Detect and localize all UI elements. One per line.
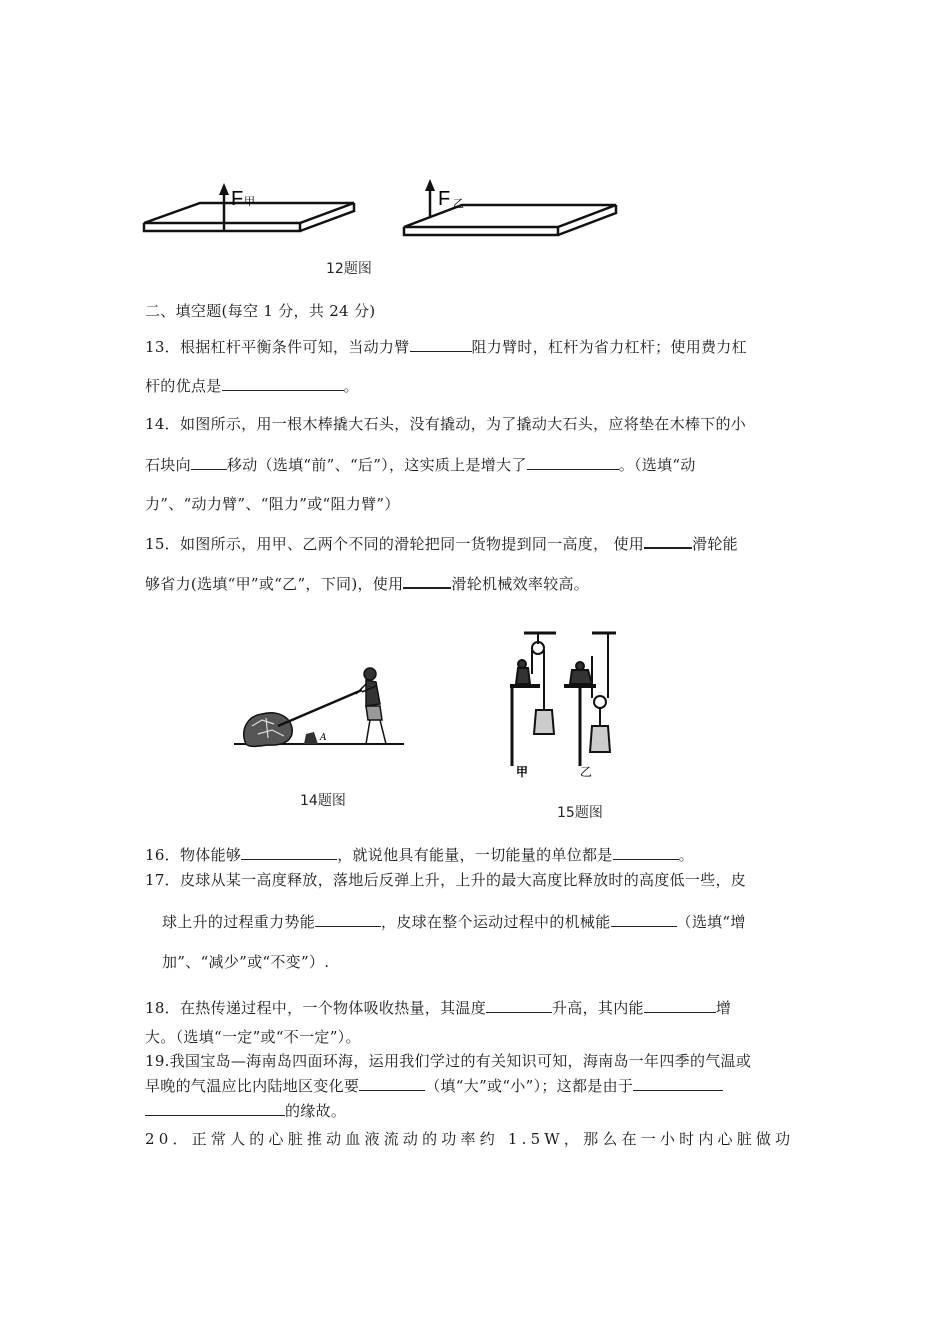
answer-blank[interactable]: [611, 911, 677, 927]
answer-blank[interactable]: [613, 844, 679, 860]
answer-blank[interactable]: [315, 911, 381, 927]
question-20-line-1: 20．正常人的心脏推动血液流动的功率约 1.5W，那么在一小时内心脏做功: [145, 1130, 795, 1148]
answer-blank[interactable]: [644, 997, 716, 1013]
question-19-line-3: 的缘故。: [145, 1100, 346, 1121]
point-a-label: A: [320, 733, 327, 743]
answer-blank[interactable]: [359, 1075, 425, 1091]
answer-blank[interactable]: [486, 997, 552, 1013]
pulley-left-label: 甲: [516, 765, 529, 779]
question-17-line-2: 球上升的过程重力势能 ，皮球在整个运动过程中的机械能 （选填“增: [162, 913, 746, 931]
answer-blank[interactable]: [403, 572, 451, 589]
answer-blank[interactable]: [145, 1100, 285, 1116]
question-18-line-2: 大。（选填“一定”或“不一定”）。: [145, 1028, 361, 1046]
question-13-line-1: 13．根据杠杆平衡条件可知，当动力臂 阻力臂时，杠杆为省力杠杆；使用费力杠: [145, 338, 747, 356]
figure-12: [140, 175, 630, 245]
question-16: 16．物体能够 ，就说他具有能量，一切能量的单位都是 。: [145, 846, 694, 864]
figure-15-caption: 15题图: [557, 805, 603, 821]
figure-12-caption: 12题图: [326, 261, 372, 277]
answer-blank[interactable]: [633, 1075, 723, 1091]
force-label-right-sub: 乙: [453, 197, 464, 210]
question-14-line-1: 14．如图所示，用一根木棒撬大石头，没有撬动，为了撬动大石头，应将垫在木棒下的小: [145, 415, 747, 433]
question-19-line-2: 早晚的气温应比内陆地区变化要 （填“大”或“小”）；这都是由于: [145, 1075, 723, 1096]
figure-14-caption: 14题图: [300, 793, 346, 809]
person-figure: [356, 668, 386, 744]
answer-blank[interactable]: [191, 454, 227, 470]
question-13-line-2: 杆的优点是 。: [145, 377, 359, 395]
question-19-line-1: 19.我国宝岛—海南岛四面环海，运用我们学过的有关知识可知，海南岛一年四季的气温或: [145, 1052, 752, 1070]
figure-14: [232, 660, 407, 750]
force-label-right: F: [438, 188, 451, 210]
question-15-line-1: 15．如图所示，用甲、乙两个不同的滑轮把同一货物提到同一高度， 使用 滑轮能: [145, 532, 738, 554]
answer-blank[interactable]: [644, 532, 692, 549]
force-arrow-right: [425, 179, 435, 217]
pulley-right-label: 乙: [580, 765, 593, 779]
lever-stick: [278, 690, 362, 726]
question-18-line-1: 18．在热传递过程中，一个物体吸收热量，其温度 升高，其内能 增: [145, 999, 732, 1017]
pulley-setup-left: [510, 633, 556, 766]
answer-blank[interactable]: [527, 454, 619, 470]
question-17-line-1: 17．皮球从某一高度释放，落地后反弹上升，上升的最大高度比释放时的高度低一些，皮: [145, 871, 747, 889]
question-15-line-2: 够省力(选填“甲”或“乙”，下同)，使用 滑轮机械效率较高。: [145, 572, 589, 594]
rock: [244, 713, 293, 747]
question-14-line-3: 力”、“动力臂”、“阻力”或“阻力臂”）: [145, 495, 400, 513]
force-label-left-sub: 甲: [244, 195, 255, 208]
pulley-setup-right: [564, 633, 616, 766]
question-17-line-3: 加”、“减少”或“不变”）.: [162, 953, 330, 971]
answer-blank[interactable]: [241, 844, 337, 860]
section-title: 二、填空题(每空 1 分，共 24 分): [145, 302, 376, 320]
force-label-left: F: [231, 188, 244, 210]
figure-15: [500, 628, 625, 780]
answer-blank[interactable]: [222, 375, 344, 391]
question-14-line-2: 石块向 移动（选填“前”、“后”），这实质上是增大了 。（选填“动: [145, 456, 696, 474]
answer-blank[interactable]: [410, 336, 472, 352]
fulcrum-stone: [304, 732, 318, 744]
plate-right: [404, 205, 616, 235]
